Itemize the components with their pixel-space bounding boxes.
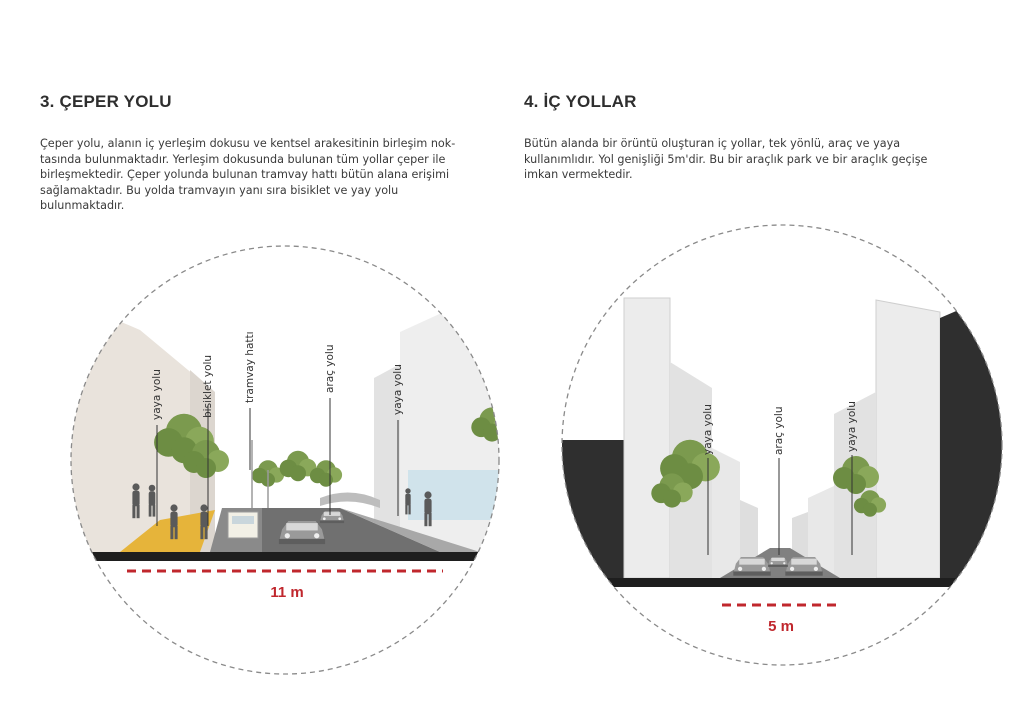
label-yaya-yolu: yaya yolu (702, 404, 714, 455)
description-line: Çeper yolu, alanın iç yerleşim dokusu ve kentsel arakesitinin birleşim nok- (40, 137, 456, 150)
section-title-ic-yollar: 4. İÇ YOLLAR (524, 92, 637, 111)
label-yaya-yolu: yaya yolu (392, 364, 404, 415)
label-arac-yolu: araç yolu (324, 344, 336, 393)
section-title-ceper-yolu: 3. ÇEPER YOLU (40, 92, 172, 111)
label-tramvay-hatti: tramvay hattı (244, 331, 256, 403)
description-line: sağlamaktadır. Bu yolda tramvayın yanı sıra bisiklet ve yay yolu (40, 183, 399, 197)
description-line: tasında bulunmaktadır. Yerleşim dokusunda bulunan tüm yollar çeper ile (40, 152, 446, 166)
label-bisiklet-yolu: bisiklet yolu (202, 354, 214, 418)
label-arac-yolu: araç yolu (773, 406, 785, 455)
description-line: kullanımlıdır. Yol genişliği 5m'dir. Bu bir araçlık park ve bir araçlık geçişe (524, 152, 928, 166)
description-line: imkan vermektedir. (524, 168, 633, 182)
ceper-yolu-section-drawing (70, 240, 513, 680)
label-yaya-yolu: yaya yolu (846, 401, 858, 452)
description-line: birleşmektedir. Çeper yolunda bulunan tramvay hattı bütün alana erişimi (40, 168, 450, 182)
dimension-label-5m: 5 m (768, 618, 794, 635)
dimension-label-11m: 11 m (270, 584, 304, 601)
description-line: Bütün alanda bir örüntü oluşturan iç yollar, tek yönlü, araç ve yaya (524, 137, 901, 150)
label-yaya-yolu: yaya yolu (151, 369, 163, 420)
description-line: bulunmaktadır. (40, 199, 125, 213)
